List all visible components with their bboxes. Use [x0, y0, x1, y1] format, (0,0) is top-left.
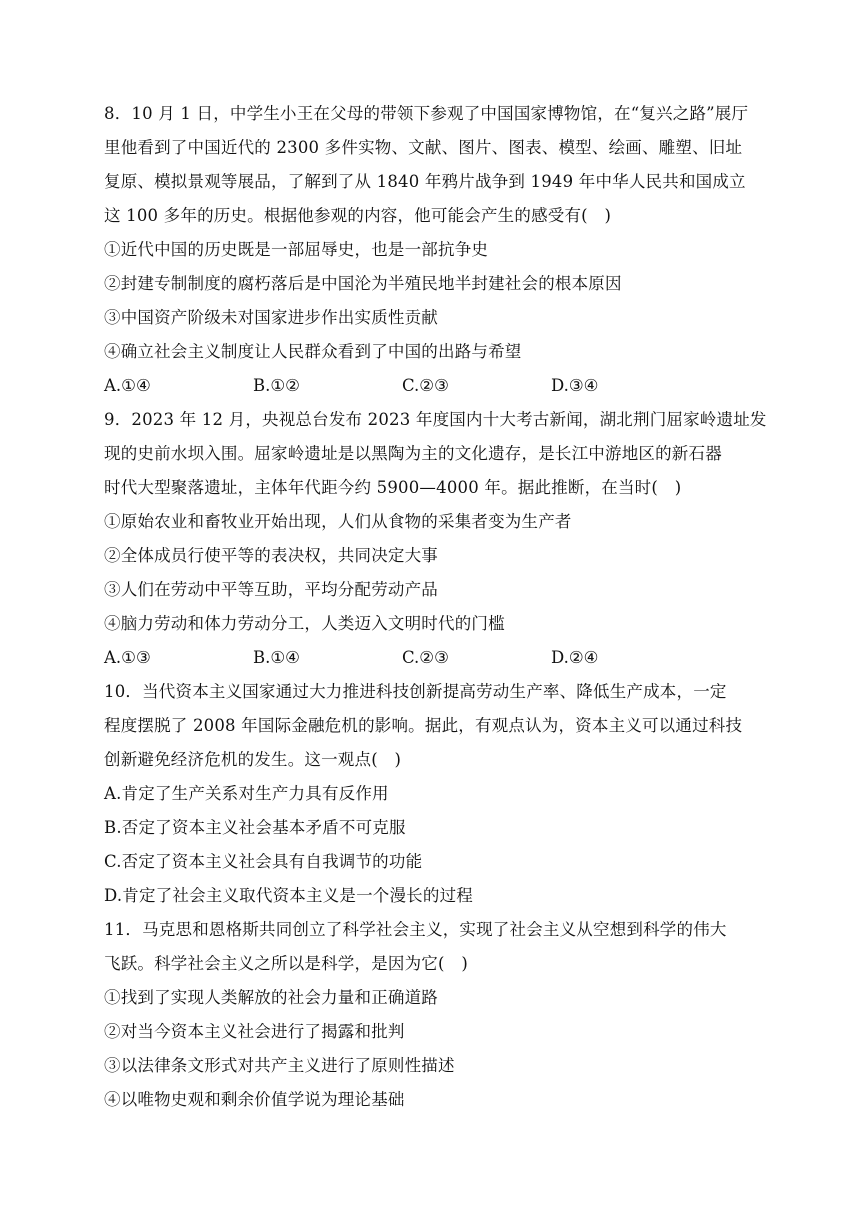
statement: ①原始农业和畜牧业开始出现，人们从食物的采集者变为生产者 — [104, 512, 572, 531]
statement: ①近代中国的历史既是一部屈辱史，也是一部抗争史 — [104, 240, 489, 259]
option-d: D.肯定了社会主义取代资本主义是一个漫长的过程 — [104, 886, 473, 905]
statement: ④脑力劳动和体力劳动分工，人类迈入文明时代的门槛 — [104, 614, 505, 633]
option-c: C.②③ — [402, 648, 449, 667]
statement: ③中国资产阶级未对国家进步作出实质性贡献 — [104, 308, 438, 327]
question-stem-line: 程度摆脱了 2008 年国际金融危机的影响。据此，有观点认为，资本主义可以通过科技 — [104, 716, 743, 735]
question-8 — [104, 97, 764, 403]
statement: ①找到了实现人类解放的社会力量和正确道路 — [104, 988, 438, 1007]
option-b: B.①④ — [253, 648, 300, 667]
question-stem-line: 9．2023 年 12 月，央视总台发布 2023 年度国内十大考古新闻，湖北荆门屈家岭遗址发 — [104, 410, 767, 429]
statement: ④确立社会主义制度让人民群众看到了中国的出路与希望 — [104, 342, 522, 361]
option-d: D.②④ — [551, 648, 599, 667]
question-stem-line: 时代大型聚落遗址，主体年代距今约 5900—4000 年。据此推断，在当时( ) — [104, 478, 682, 497]
option-b: B.否定了资本主义社会基本矛盾不可克服 — [104, 818, 406, 837]
statement: ②封建专制制度的腐朽落后是中国沦为半殖民地半封建社会的根本原因 — [104, 274, 622, 293]
answer-options — [104, 641, 764, 675]
question-stem-line: 里他看到了中国近代的 2300 多件实物、文献、图片、图表、模型、绘画、雕塑、旧址 — [104, 138, 743, 157]
option-c: C.否定了资本主义社会具有自我调节的功能 — [104, 852, 423, 871]
question-stem-line: 飞跃。科学社会主义之所以是科学，是因为它( ) — [104, 954, 468, 973]
question-stem-line: 这 100 多年的历史。根据他参观的内容，他可能会产生的感受有( ) — [104, 206, 612, 225]
question-stem-line: 8．10 月 1 日，中学生小王在父母的带领下参观了中国国家博物馆，在“复兴之路”展厅 — [104, 104, 749, 123]
statement: ③以法律条文形式对共产主义进行了原则性描述 — [104, 1056, 455, 1075]
answer-options — [104, 369, 764, 403]
exam-page — [104, 97, 767, 1117]
option-d: D.③④ — [551, 376, 599, 395]
question-stem-line: 现的史前水坝入围。屈家岭遗址是以黑陶为主的文化遗存，是长江中游地区的新石器 — [104, 444, 722, 463]
question-stem-line: 10．当代资本主义国家通过大力推进科技创新提高劳动生产率、降低生产成本，一定 — [104, 682, 727, 701]
question-9 — [104, 403, 767, 675]
question-11 — [104, 913, 764, 1117]
question-stem-line: 11．马克思和恩格斯共同创立了科学社会主义，实现了社会主义从空想到科学的伟大 — [104, 920, 727, 939]
option-b: B.①② — [253, 376, 300, 395]
option-c: C.②③ — [402, 376, 449, 395]
option-a: A.肯定了生产关系对生产力具有反作用 — [104, 784, 389, 803]
option-a: A.①④ — [104, 376, 151, 395]
question-10 — [104, 675, 764, 913]
statement: ③人们在劳动中平等互助，平均分配劳动产品 — [104, 580, 438, 599]
option-a: A.①③ — [104, 648, 151, 667]
statement: ②全体成员行使平等的表决权，共同决定大事 — [104, 546, 438, 565]
statement: ④以唯物史观和剩余价值学说为理论基础 — [104, 1090, 405, 1109]
statement: ②对当今资本主义社会进行了揭露和批判 — [104, 1022, 405, 1041]
question-stem-line: 创新避免经济危机的发生。这一观点( ) — [104, 750, 402, 769]
question-stem-line: 复原、模拟景观等展品，了解到了从 1840 年鸦片战争到 1949 年中华人民共和国成立 — [104, 172, 746, 191]
